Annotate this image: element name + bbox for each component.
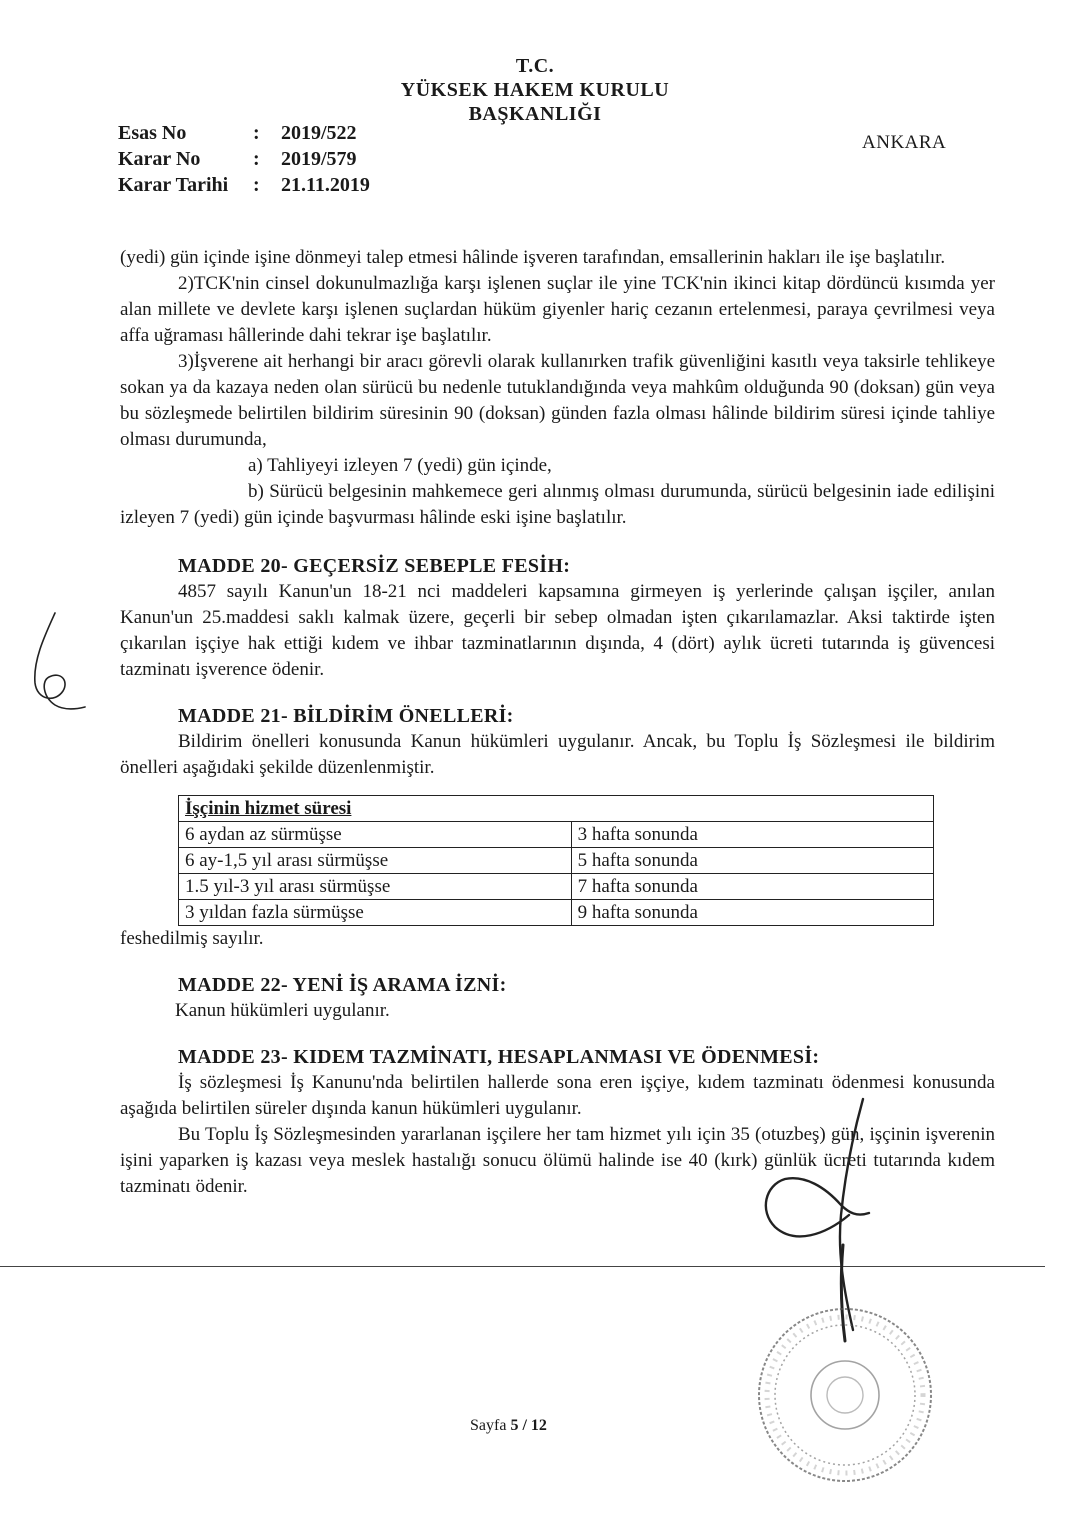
esas-value: 2019/522 [281,122,357,144]
footer-divider [0,1266,1045,1267]
colon: : [253,174,260,196]
colon: : [253,148,260,170]
article-23-text-1: İş sözleşmesi İş Kanunu'nda belirtilen hallerde sona eren işçiye, kıdem tazminatı ödenmesi konusunda aşağıda belirtilen süreler dışında kanun hükümleri uygulanır. [120,1072,995,1119]
table-row [179,900,934,926]
paragraph-item-3b: b) Sürücü belgesinin mahkemece geri alınmış olması durumunda, sürücü belgesinin iade edilişini izleyen 7 (yedi) gün içinde başvurması hâlinde eski işine başlatılır. [120,481,995,528]
duration-cell: 3 yıldan fazla sürmüşse [179,900,572,926]
table-header-row [179,796,934,822]
article-23-heading: MADDE 23- KIDEM TAZMİNATI, HESAPLANMASI VE ÖDENMESİ: [178,1046,820,1068]
header-line-tc: T.C. [515,55,555,77]
official-stamp-icon [750,1300,940,1490]
colon: : [253,122,260,144]
paragraph-item-3a: a) Tahliyeyi izleyen 7 (yedi) gün içinde, [248,455,552,476]
article-20-text: 4857 sayılı Kanun'un 18-21 nci maddeleri kapsamına girmeyen iş yerlerinde çalışan işçiler, anılan Kanun'un 25.maddesi saklı kalmak üzere, geçerli bir sebep olmadan işten çıkarılamazlar. Aksi taktirde işten çıkarılan işçiye hak ettiği kıdem ve ihbar tazminatlarının dışında, 4 (dört) aylık ücreti tutarında iş güvencesi tazminatı işverence ödenir. [120,581,995,680]
notice-cell: 3 hafta sonunda [571,822,933,848]
esas-label: Esas No [118,122,187,144]
page-prefix: Sayfa [470,1417,511,1434]
table-row [179,822,934,848]
notice-period-table [178,795,934,926]
paragraph-item-2: 2)TCK'nin cinsel dokunulmazlığa karşı işlenen suçlar ile yine TCK'nin ikinci kitap dördüncü kısımda yer alan millete ve devlete karşı işlenen suçlardan hüküm giyenler hariç cezanın ertelenmesi, paraya çevrilmesi veya affa uğraması hâllerinde dahi tekrar işe başlatılır. [120,273,995,346]
header-line-institution: YÜKSEK HAKEM KURULU [400,79,670,101]
page-total: 12 [530,1417,547,1434]
duration-cell: 6 aydan az sürmüşse [179,822,572,848]
tarih-value: 21.11.2019 [281,174,370,196]
karar-label: Karar No [118,148,201,170]
page-number [470,1417,547,1435]
article-23-text-2: Bu Toplu İş Sözleşmesinden yararlanan işçilere her tam hizmet yılı için 35 (otuzbeş) gün, işçinin işverenin işini yaparken iş kazası veya meslek hastalığı sonucu ölümü halinde ise 40 (kırk) günlük ücreti tutarında kıdem tazminatı ödenir. [120,1124,995,1197]
case-meta [118,120,370,198]
location-label: ANKARA [862,132,947,153]
karar-value: 2019/579 [281,148,357,170]
esas-row [118,120,370,146]
table-followup-text: feshedilmiş sayılır. [120,928,264,949]
tarih-label: Karar Tarihi [118,174,229,196]
header-line-presidency: BAŞKANLIĞI [468,103,602,125]
paragraph-item-3: 3)İşverene ait herhangi bir aracı görevli olarak kullanırken trafik güvenliğini kasıtlı veya taksirle tehlikeye sokan ya da kazaya neden olan sürücü bu nedenle tutuklandığında veya mahkûm olduğunda 90 (doksan) gün veya bu sözleşmede belirtilen bildirim süresinin 90 (doksan) günden fazla olması hâlinde bildirim süresi içinde tahliye olması durumunda, [120,351,995,450]
duration-cell: 6 ay-1,5 yıl arası sürmüşse [179,848,572,874]
table-row [179,874,934,900]
article-21-heading: MADDE 21- BİLDİRİM ÖNELLERİ: [178,705,514,727]
article-20-heading: MADDE 20- GEÇERSİZ SEBEPLE FESİH: [178,555,571,577]
article-21-text: Bildirim önelleri konusunda Kanun hükümleri uygulanır. Ancak, bu Toplu İş Sözleşmesi ile bildirim önelleri aşağıdaki şekilde düzenlenmiştir. [120,731,995,778]
article-22-heading: MADDE 22- YENİ İŞ ARAMA İZNİ: [178,974,507,996]
handwritten-initial-icon [25,605,95,715]
tarih-row [118,172,370,198]
karar-row [118,146,370,172]
page-separator: / [518,1417,531,1434]
page-current: 5 [510,1417,519,1434]
table-header-cell: İşçinin hizmet süresi [179,796,934,822]
document-header [380,54,690,126]
table-row [179,848,934,874]
paragraph-continuation: (yedi) gün içinde işine dönmeyi talep etmesi hâlinde işveren tarafından, emsallerinin hakları ile işe başlatılır. [120,247,946,268]
article-22-text: Kanun hükümleri uygulanır. [175,1000,390,1021]
notice-cell: 7 hafta sonunda [571,874,933,900]
notice-cell: 9 hafta sonunda [571,900,933,926]
notice-cell: 5 hafta sonunda [571,848,933,874]
document-body [120,245,995,1200]
duration-cell: 1.5 yıl-3 yıl arası sürmüşse [179,874,572,900]
